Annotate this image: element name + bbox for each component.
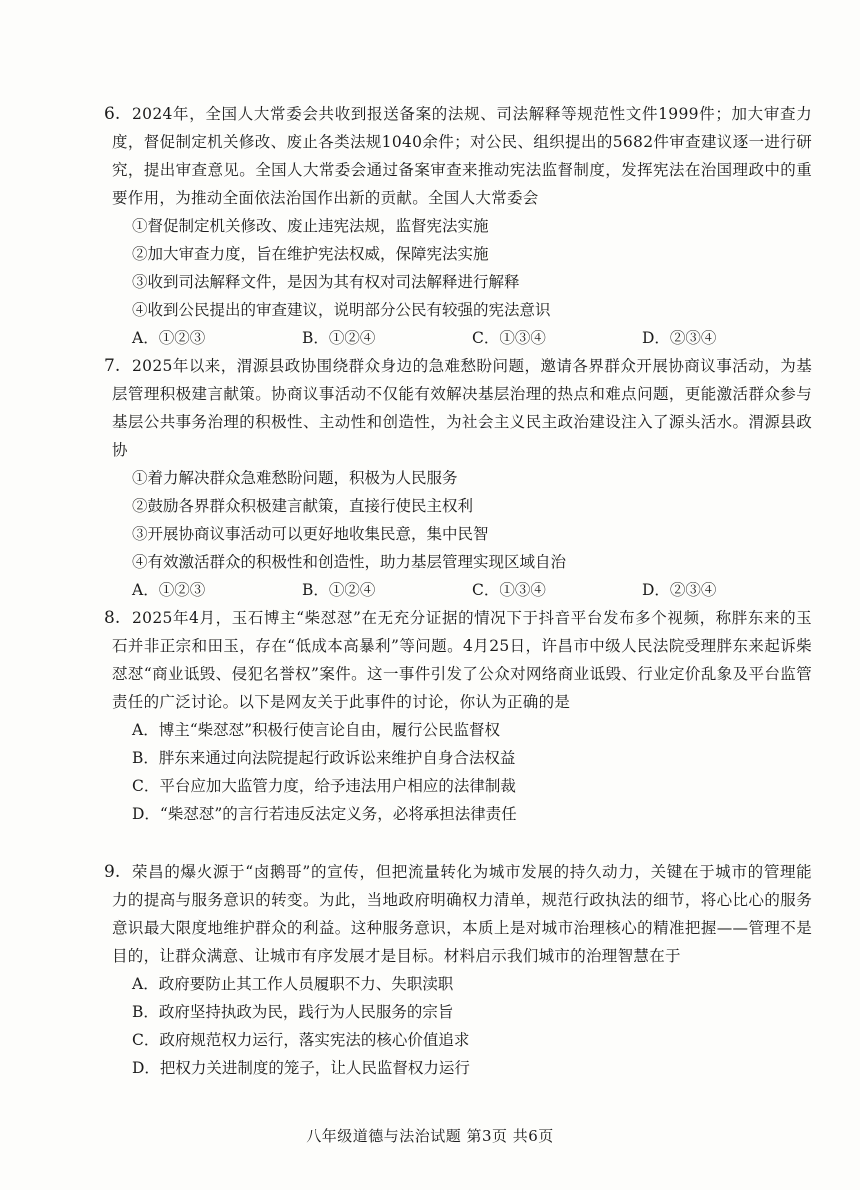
option-c: C．政府规范权力运行，落实宪法的核心价值追求 (132, 1031, 470, 1049)
choice-c: C．①③④ (472, 581, 546, 599)
choice-d: D．②③④ (642, 581, 717, 599)
answer-choices (112, 324, 812, 352)
statement-1: ①着力解决群众急难愁盼问题，积极为人民服务 (132, 469, 458, 487)
option-b: B．政府坚持执政为民，践行为人民服务的宗旨 (132, 1003, 454, 1021)
option-d: D．“柴怼怼”的言行若违反法定义务，必将承担法律责任 (132, 805, 517, 823)
choice-d: D．②③④ (642, 329, 717, 347)
option-c: C．平台应加大监管力度，给予违法用户相应的法律制裁 (132, 777, 516, 795)
question-stem: 2025年4月，玉石博主“柴怼怼”在无充分证据的情况下于抖音平台发布多个视频，称胖东来的玉石并非正宗和田玉，存在“低成本高暴利”等问题。4月25日，许昌市中级人民法院受理胖东来起诉柴怼怼“商业诋毁、侵犯名誉权”案件。这一事件引发了公众对网络商业诋毁、行业定价乱象及平台监管责任的广泛讨论。以下是网友关于此事件的讨论，你认为正确的是 (112, 609, 812, 711)
choice-b: B．①②④ (302, 329, 376, 347)
question-stem: 荣昌的爆火源于“卤鹅哥”的宣传，但把流量转化为城市发展的持久动力，关键在于城市的管理能力的提高与服务意识的转变。为此，当地政府明确权力清单，规范行政执法的细节，将心比心的服务意识最大限度地维护群众的利益。这种服务意识，本质上是对城市治理核心的精准把握——管理不是目的，让群众满意、让城市有序发展才是目标。材料启示我们城市的治理智慧在于 (112, 863, 812, 965)
question-stem: 2025年以来，渭源县政协围绕群众身边的急难愁盼问题，邀请各界群众开展协商议事活动，为基层管理积极建言献策。协商议事活动不仅能有效解决基层治理的热点和难点问题，更能激活群众参与基层公共事务治理的积极性、主动性和创造性，为社会主义民主政治建设注入了源头活水。渭源县政协 (112, 357, 812, 459)
choice-a: A．①②③ (132, 329, 206, 347)
statement-3: ③收到司法解释文件，是因为其有权对司法解释进行解释 (132, 273, 520, 291)
statement-2: ②加大审查力度，旨在维护宪法权威，保障宪法实施 (132, 245, 489, 263)
question-9 (104, 858, 812, 1082)
choice-a: A．①②③ (132, 581, 206, 599)
option-d: D．把权力关进制度的笼子，让人民监督权力运行 (132, 1059, 470, 1077)
question-8 (104, 604, 812, 828)
question-stem: 2024年，全国人大常委会共收到报送备案的法规、司法解释等规范性文件1999件；加大审查力度，督促制定机关修改、废止各类法规1040余件；对公民、组织提出的5682件审查建议逐一进行研究，提出审查意见。全国人大常委会通过备案审查来推动宪法监督制度，发挥宪法在治国理政中的重要作用，为推动全面依法治国作出新的贡献。全国人大常委会 (112, 105, 812, 207)
statement-3: ③开展协商议事活动可以更好地收集民意，集中民智 (132, 525, 489, 543)
statement-2: ②鼓励各界群众积极建言献策，直接行使民主权利 (132, 497, 474, 515)
question-number: 9. (104, 862, 121, 882)
option-b: B．胖东来通过向法院提起行政诉讼来维护自身合法权益 (132, 749, 516, 767)
question-number: 8. (104, 608, 121, 628)
question-number: 6. (104, 104, 121, 124)
page-footer: 八年级道德与法治试题 第3页 共6页 (306, 1127, 554, 1145)
statement-1: ①督促制定机关修改、废止违宪法规，监督宪法实施 (132, 217, 489, 235)
question-6 (104, 100, 812, 352)
choice-c: C．①③④ (472, 329, 546, 347)
question-7 (104, 352, 812, 604)
answer-choices (112, 576, 812, 604)
option-a: A．博主“柴怼怼”积极行使言论自由，履行公民监督权 (132, 721, 501, 739)
statement-4: ④收到公民提出的审查建议，说明部分公民有较强的宪法意识 (132, 301, 551, 319)
choice-b: B．①②④ (302, 581, 376, 599)
statement-4: ④有效激活群众的积极性和创造性，助力基层管理实现区域自治 (132, 553, 567, 571)
option-a: A．政府要防止其工作人员履职不力、失职渎职 (132, 975, 454, 993)
question-number: 7. (104, 356, 121, 376)
